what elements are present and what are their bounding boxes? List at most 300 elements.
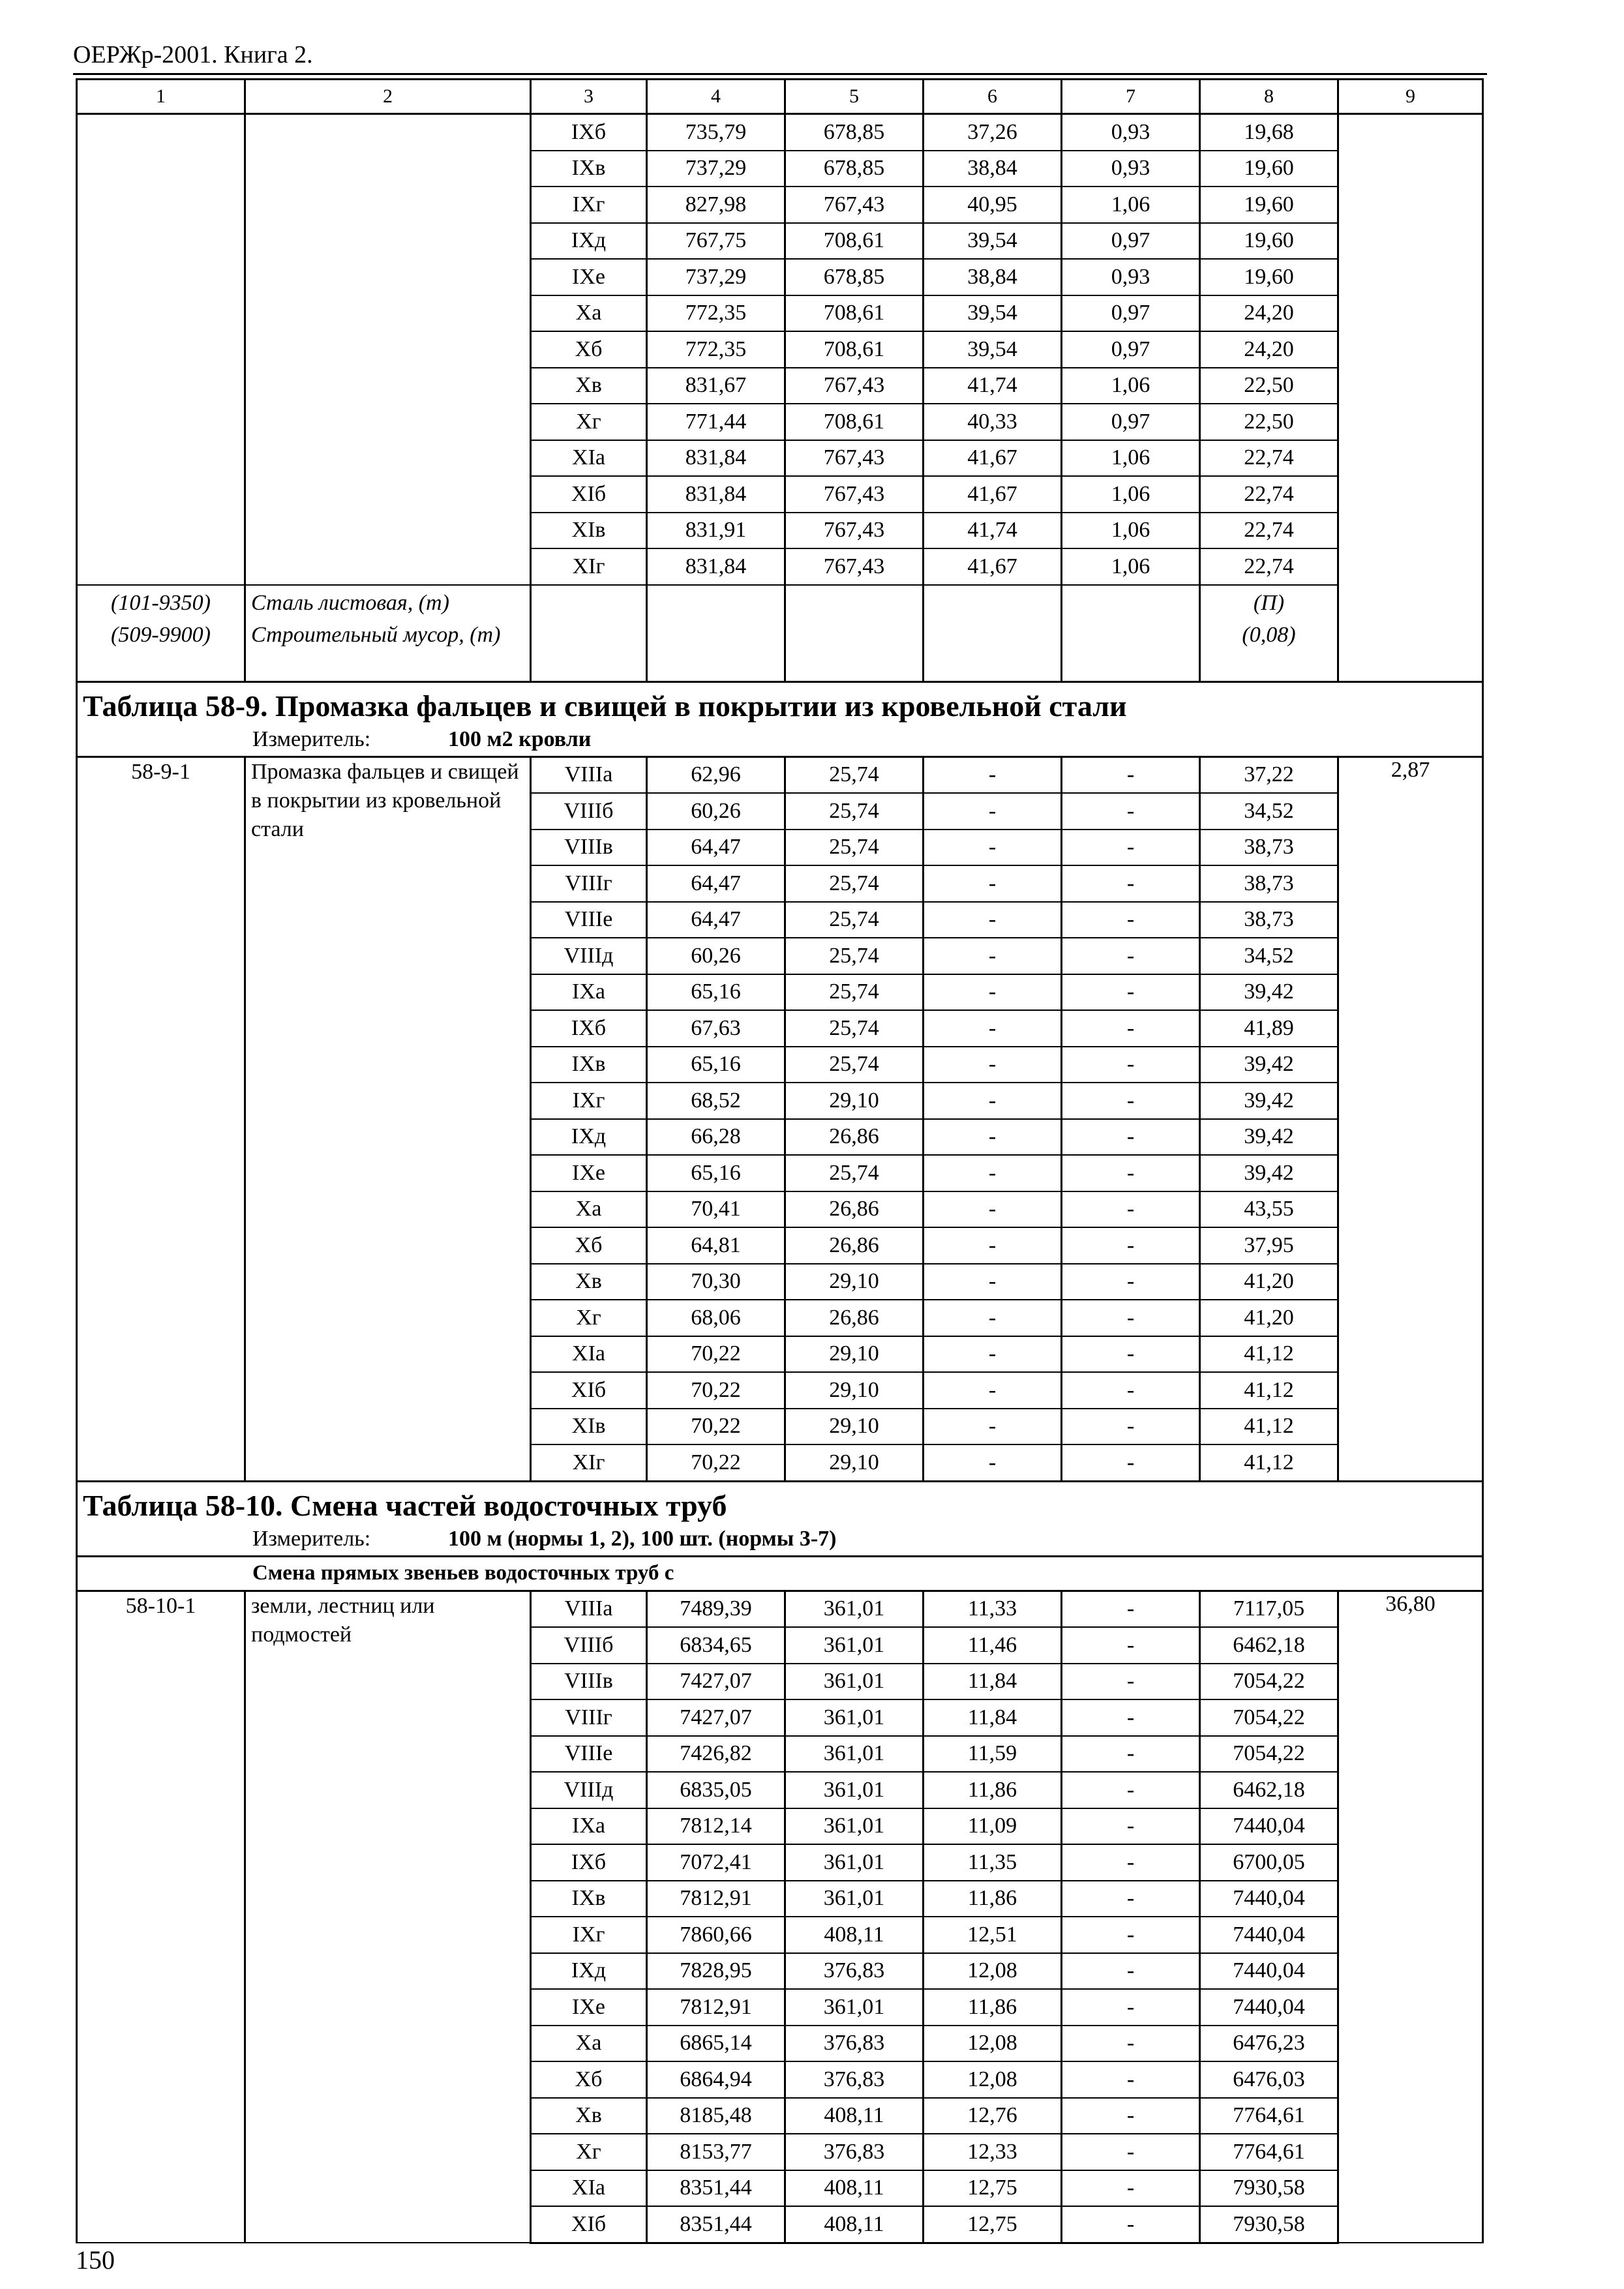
resource-name: Строительный мусор, (т) bbox=[245, 621, 531, 682]
cell-col-3: VIIIг bbox=[531, 865, 647, 902]
cell-col-6: 11,09 bbox=[924, 1808, 1062, 1845]
cell-col-4: 6865,14 bbox=[647, 2026, 785, 2062]
cell-col-6: 11,33 bbox=[924, 1591, 1062, 1627]
cell-col-5: 767,43 bbox=[785, 440, 924, 477]
cell-col-4: 70,41 bbox=[647, 1191, 785, 1228]
cell-col-4: 64,47 bbox=[647, 902, 785, 938]
cell-col-3: VIIIа bbox=[531, 1591, 647, 1627]
cell-col-3: Xа bbox=[531, 1191, 647, 1228]
cell-col-7: - bbox=[1062, 1736, 1200, 1773]
cell-col-7: 1,06 bbox=[1062, 368, 1200, 404]
cell-col-5: 361,01 bbox=[785, 1808, 924, 1845]
measure-value: 100 м (нормы 1, 2), 100 шт. (нормы 3-7) bbox=[448, 1526, 837, 1551]
cell-col-8: 41,20 bbox=[1200, 1264, 1338, 1300]
cell-col-4: 831,67 bbox=[647, 368, 785, 404]
cell-col-7: - bbox=[1062, 1191, 1200, 1228]
cell-col-8: 7930,58 bbox=[1200, 2206, 1338, 2243]
cell-col-5 bbox=[785, 621, 924, 682]
cell-col-3: XIв bbox=[531, 1409, 647, 1445]
measure-label: Измеритель: bbox=[252, 726, 371, 751]
cell-col-3: IXа bbox=[531, 1808, 647, 1845]
cell-col-8: 22,50 bbox=[1200, 404, 1338, 440]
cell-col-8: 7440,04 bbox=[1200, 1917, 1338, 1953]
cell-col-3: IXд bbox=[531, 1119, 647, 1156]
cell-col-6: - bbox=[924, 1372, 1062, 1409]
cell-col-6: 11,86 bbox=[924, 1772, 1062, 1808]
cell-col-8: 7440,04 bbox=[1200, 1881, 1338, 1917]
cell-col-8: 39,42 bbox=[1200, 974, 1338, 1011]
cell-col-3: Xа bbox=[531, 295, 647, 332]
cell-col-5: 361,01 bbox=[785, 1844, 924, 1881]
cell-col-4: 70,22 bbox=[647, 1336, 785, 1373]
cell-col-5: 767,43 bbox=[785, 187, 924, 223]
cell-col-6: 12,08 bbox=[924, 1953, 1062, 1990]
cell-col-5: 361,01 bbox=[785, 1627, 924, 1664]
cell-col-3: Xв bbox=[531, 1264, 647, 1300]
cell-col-6: - bbox=[924, 1409, 1062, 1445]
norm-name: земли, лестниц или подмостей bbox=[245, 1591, 531, 2243]
measure-cell bbox=[77, 1523, 1483, 1557]
cell-col-7: - bbox=[1062, 1047, 1200, 1083]
cell-col-4: 737,29 bbox=[647, 259, 785, 295]
cell-col-4: 64,47 bbox=[647, 865, 785, 902]
cell-col-3: VIIIб bbox=[531, 793, 647, 830]
cell-col-4: 831,84 bbox=[647, 476, 785, 513]
cell-col-4: 60,26 bbox=[647, 938, 785, 974]
cell-col-7: 0,93 bbox=[1062, 151, 1200, 187]
cell-col-5: 26,86 bbox=[785, 1191, 924, 1228]
cell-col-4 bbox=[647, 585, 785, 621]
table-row bbox=[77, 114, 1483, 151]
cell-col-3: Xа bbox=[531, 2026, 647, 2062]
cell-col-3: XIб bbox=[531, 2206, 647, 2243]
cell-col-4: 70,22 bbox=[647, 1444, 785, 1481]
table-title: Таблица 58-9. Промазка фальцев и свищей в покрытии из кровельной стали bbox=[77, 681, 1483, 723]
cell-col-3 bbox=[531, 585, 647, 621]
cell-col-7: - bbox=[1062, 1627, 1200, 1664]
cell-col-3: IXв bbox=[531, 1047, 647, 1083]
cell-col-3: IXе bbox=[531, 1155, 647, 1191]
cell-col-7: - bbox=[1062, 865, 1200, 902]
cell-col-7 bbox=[1062, 621, 1200, 682]
cell-col-4: 7072,41 bbox=[647, 1844, 785, 1881]
cell-col-6: - bbox=[924, 756, 1062, 793]
cell-col-4: 8351,44 bbox=[647, 2206, 785, 2243]
cell-col-8: 19,60 bbox=[1200, 223, 1338, 260]
cell-col-7: 0,97 bbox=[1062, 295, 1200, 332]
cell-col-5: 408,11 bbox=[785, 1917, 924, 1953]
cell-col-5: 376,83 bbox=[785, 2061, 924, 2098]
cell-col-8: 41,89 bbox=[1200, 1010, 1338, 1047]
cell-col-8: 41,12 bbox=[1200, 1409, 1338, 1445]
cell-col-7: - bbox=[1062, 2098, 1200, 2134]
cell-col-6: - bbox=[924, 1227, 1062, 1264]
cell-col-6: 12,75 bbox=[924, 2206, 1062, 2243]
cell-col-4: 6834,65 bbox=[647, 1627, 785, 1664]
cell-col-4: 7812,91 bbox=[647, 1881, 785, 1917]
cell-col-6: 39,54 bbox=[924, 223, 1062, 260]
table-title-row bbox=[77, 681, 1483, 723]
cell-col-7: - bbox=[1062, 1953, 1200, 1990]
cell-col-6: 38,84 bbox=[924, 151, 1062, 187]
cell-col-5: 25,74 bbox=[785, 865, 924, 902]
table-row bbox=[77, 1591, 1483, 1627]
cell-col-6: 11,86 bbox=[924, 1881, 1062, 1917]
cell-col-4: 8351,44 bbox=[647, 2170, 785, 2207]
cell-col-7: - bbox=[1062, 1881, 1200, 1917]
cell-col-3: IXв bbox=[531, 151, 647, 187]
cell-col-8: 22,74 bbox=[1200, 513, 1338, 549]
cell-col-6: 39,54 bbox=[924, 331, 1062, 368]
cell-col-6: 11,84 bbox=[924, 1699, 1062, 1736]
cell-col-8: 39,42 bbox=[1200, 1119, 1338, 1156]
cell-col-5: 708,61 bbox=[785, 331, 924, 368]
cell-col-7: - bbox=[1062, 1699, 1200, 1736]
cell-col-4: 7427,07 bbox=[647, 1664, 785, 1700]
cell-col-7: 1,06 bbox=[1062, 476, 1200, 513]
norm-name bbox=[245, 114, 531, 585]
cell-col-4: 70,30 bbox=[647, 1264, 785, 1300]
running-header: ОЕРЖр-2001. Книга 2. bbox=[73, 41, 313, 68]
cell-col-3: IXг bbox=[531, 1083, 647, 1119]
cell-col-3: XIг bbox=[531, 1444, 647, 1481]
cell-col-8: 37,22 bbox=[1200, 756, 1338, 793]
cell-col-4: 64,81 bbox=[647, 1227, 785, 1264]
cell-col-4: 7426,82 bbox=[647, 1736, 785, 1773]
cell-col-6: - bbox=[924, 1047, 1062, 1083]
cell-col-6: 39,54 bbox=[924, 295, 1062, 332]
cell-col-6 bbox=[924, 585, 1062, 621]
cell-col-7: 1,06 bbox=[1062, 187, 1200, 223]
column-number-8: 8 bbox=[1200, 80, 1338, 114]
cell-col-5: 25,74 bbox=[785, 756, 924, 793]
cell-col-5: 376,83 bbox=[785, 2026, 924, 2062]
cell-col-9 bbox=[1338, 114, 1483, 682]
cell-col-8: 37,95 bbox=[1200, 1227, 1338, 1264]
cell-col-8: 6700,05 bbox=[1200, 1844, 1338, 1881]
cell-col-5: 376,83 bbox=[785, 2134, 924, 2170]
norm-name: Промазка фальцев и свищей в покрытии из кровельной стали bbox=[245, 756, 531, 1481]
cell-col-7: - bbox=[1062, 1917, 1200, 1953]
cell-col-6: - bbox=[924, 1444, 1062, 1481]
cell-col-6: - bbox=[924, 793, 1062, 830]
cell-col-8: 7764,61 bbox=[1200, 2134, 1338, 2170]
cell-col-4: 735,79 bbox=[647, 114, 785, 151]
cell-col-8: 22,50 bbox=[1200, 368, 1338, 404]
cell-col-5: 29,10 bbox=[785, 1264, 924, 1300]
cell-col-8: 19,60 bbox=[1200, 151, 1338, 187]
resource-code: (509-9900) bbox=[77, 621, 245, 682]
cell-col-6: 11,35 bbox=[924, 1844, 1062, 1881]
cell-col-4: 767,75 bbox=[647, 223, 785, 260]
cell-col-7: - bbox=[1062, 1119, 1200, 1156]
cell-col-5: 361,01 bbox=[785, 1881, 924, 1917]
cell-col-6: - bbox=[924, 1010, 1062, 1047]
subheading bbox=[77, 1556, 1483, 1591]
cell-col-6: 11,86 bbox=[924, 1989, 1062, 2026]
cell-col-5: 408,11 bbox=[785, 2098, 924, 2134]
cell-col-5: 767,43 bbox=[785, 476, 924, 513]
cell-col-3: XIб bbox=[531, 476, 647, 513]
cell-col-8: 7440,04 bbox=[1200, 1953, 1338, 1990]
cell-col-7: 1,06 bbox=[1062, 548, 1200, 585]
cell-col-3: VIIIд bbox=[531, 938, 647, 974]
cell-col-5: 767,43 bbox=[785, 513, 924, 549]
cell-col-8: 22,74 bbox=[1200, 440, 1338, 477]
resource-value: (П) bbox=[1200, 585, 1338, 621]
cell-col-7 bbox=[1062, 585, 1200, 621]
cell-col-4: 7812,14 bbox=[647, 1808, 785, 1845]
cell-col-3: Xб bbox=[531, 331, 647, 368]
cell-col-3: Xв bbox=[531, 2098, 647, 2134]
cell-col-8: 38,73 bbox=[1200, 865, 1338, 902]
cell-col-4: 737,29 bbox=[647, 151, 785, 187]
cell-col-5: 361,01 bbox=[785, 1772, 924, 1808]
measure-cell bbox=[77, 723, 1483, 757]
table-row bbox=[77, 756, 1483, 793]
cell-col-6: 40,33 bbox=[924, 404, 1062, 440]
cell-col-7: 0,97 bbox=[1062, 223, 1200, 260]
norm-code: 58-9-1 bbox=[77, 756, 245, 1481]
cell-col-6 bbox=[924, 621, 1062, 682]
cell-col-5: 376,83 bbox=[785, 1953, 924, 1990]
column-number-9: 9 bbox=[1338, 80, 1483, 114]
cell-col-8: 7054,22 bbox=[1200, 1736, 1338, 1773]
cell-col-8: 41,20 bbox=[1200, 1300, 1338, 1336]
page-number: 150 bbox=[76, 2245, 115, 2275]
cell-col-5: 361,01 bbox=[785, 1989, 924, 2026]
cell-col-3: XIа bbox=[531, 440, 647, 477]
cell-col-4: 7828,95 bbox=[647, 1953, 785, 1990]
cell-col-7: - bbox=[1062, 1336, 1200, 1373]
cell-col-7: - bbox=[1062, 756, 1200, 793]
cell-col-8: 24,20 bbox=[1200, 295, 1338, 332]
resource-value: (0,08) bbox=[1200, 621, 1338, 682]
cell-col-3: VIIIв bbox=[531, 830, 647, 866]
cell-col-4: 7427,07 bbox=[647, 1699, 785, 1736]
cell-col-7: - bbox=[1062, 974, 1200, 1011]
cell-col-8: 39,42 bbox=[1200, 1047, 1338, 1083]
cell-col-6: - bbox=[924, 1300, 1062, 1336]
cell-col-3: VIIIе bbox=[531, 902, 647, 938]
cell-col-3: IXд bbox=[531, 1953, 647, 1990]
cell-col-5: 408,11 bbox=[785, 2170, 924, 2207]
cell-col-4: 771,44 bbox=[647, 404, 785, 440]
cell-col-3: IXб bbox=[531, 1844, 647, 1881]
cell-col-7: 1,06 bbox=[1062, 440, 1200, 477]
cell-col-7: - bbox=[1062, 2061, 1200, 2098]
cell-col-4: 6864,94 bbox=[647, 2061, 785, 2098]
cell-col-5: 29,10 bbox=[785, 1444, 924, 1481]
cell-col-6: - bbox=[924, 974, 1062, 1011]
cell-col-3: Xг bbox=[531, 404, 647, 440]
cell-col-4: 831,91 bbox=[647, 513, 785, 549]
cell-col-7: - bbox=[1062, 1227, 1200, 1264]
column-number-row bbox=[77, 80, 1483, 114]
cell-col-5: 767,43 bbox=[785, 548, 924, 585]
cell-col-8: 7764,61 bbox=[1200, 2098, 1338, 2134]
cell-col-6: 12,08 bbox=[924, 2061, 1062, 2098]
cell-col-7: - bbox=[1062, 1444, 1200, 1481]
cell-col-8: 24,20 bbox=[1200, 331, 1338, 368]
cell-col-6: - bbox=[924, 1119, 1062, 1156]
cell-col-5: 708,61 bbox=[785, 223, 924, 260]
cell-col-7: - bbox=[1062, 1372, 1200, 1409]
cell-col-3: IXб bbox=[531, 1010, 647, 1047]
cell-col-8: 22,74 bbox=[1200, 548, 1338, 585]
cell-col-5: 26,86 bbox=[785, 1227, 924, 1264]
cell-col-3: Xб bbox=[531, 2061, 647, 2098]
cell-col-4: 68,06 bbox=[647, 1300, 785, 1336]
cell-col-3: Xв bbox=[531, 368, 647, 404]
cell-col-8: 43,55 bbox=[1200, 1191, 1338, 1228]
cell-col-4: 62,96 bbox=[647, 756, 785, 793]
cell-col-9: 36,80 bbox=[1338, 1591, 1483, 2243]
column-number-5: 5 bbox=[785, 80, 924, 114]
cell-col-7: - bbox=[1062, 1808, 1200, 1845]
cell-col-7: - bbox=[1062, 793, 1200, 830]
cell-col-8: 7054,22 bbox=[1200, 1664, 1338, 1700]
cell-col-6: 11,46 bbox=[924, 1627, 1062, 1664]
cell-col-6: 11,59 bbox=[924, 1736, 1062, 1773]
cell-col-3: IXе bbox=[531, 259, 647, 295]
cell-col-7: - bbox=[1062, 2026, 1200, 2062]
cell-col-6: - bbox=[924, 865, 1062, 902]
cell-col-4: 8185,48 bbox=[647, 2098, 785, 2134]
column-number-6: 6 bbox=[924, 80, 1062, 114]
cell-col-8: 41,12 bbox=[1200, 1336, 1338, 1373]
cell-col-7: - bbox=[1062, 1664, 1200, 1700]
cell-col-7: - bbox=[1062, 1772, 1200, 1808]
norm-code: 58-10-1 bbox=[77, 1591, 245, 2243]
cell-col-4: 68,52 bbox=[647, 1083, 785, 1119]
cell-col-5: 25,74 bbox=[785, 938, 924, 974]
cell-col-4: 66,28 bbox=[647, 1119, 785, 1156]
cell-col-4: 70,22 bbox=[647, 1372, 785, 1409]
cell-col-7: 1,06 bbox=[1062, 513, 1200, 549]
cell-col-8: 19,60 bbox=[1200, 259, 1338, 295]
cell-col-7: - bbox=[1062, 1010, 1200, 1047]
cell-col-6: - bbox=[924, 1336, 1062, 1373]
cell-col-6: 41,74 bbox=[924, 513, 1062, 549]
cell-col-4: 64,47 bbox=[647, 830, 785, 866]
cell-col-5: 408,11 bbox=[785, 2206, 924, 2243]
measure-label: Измеритель: bbox=[252, 1526, 371, 1551]
cell-col-6: 12,08 bbox=[924, 2026, 1062, 2062]
cell-col-5: 678,85 bbox=[785, 114, 924, 151]
cell-col-3: IXд bbox=[531, 223, 647, 260]
cell-col-7: - bbox=[1062, 1591, 1200, 1627]
resource-code: (101-9350) bbox=[77, 585, 245, 621]
cell-col-5: 29,10 bbox=[785, 1372, 924, 1409]
cell-col-3: IXг bbox=[531, 1917, 647, 1953]
cell-col-8: 6476,03 bbox=[1200, 2061, 1338, 2098]
cell-col-3: XIг bbox=[531, 548, 647, 585]
table-title: Таблица 58-10. Смена частей водосточных труб bbox=[77, 1481, 1483, 1523]
cell-col-5: 26,86 bbox=[785, 1119, 924, 1156]
cell-col-8: 6476,23 bbox=[1200, 2026, 1338, 2062]
cell-col-5: 361,01 bbox=[785, 1699, 924, 1736]
cell-col-5: 361,01 bbox=[785, 1664, 924, 1700]
cell-col-5: 767,43 bbox=[785, 368, 924, 404]
measure-row bbox=[77, 723, 1483, 757]
resource-name: Сталь листовая, (т) bbox=[245, 585, 531, 621]
cell-col-6: 12,33 bbox=[924, 2134, 1062, 2170]
cell-col-5: 29,10 bbox=[785, 1336, 924, 1373]
column-number-3: 3 bbox=[531, 80, 647, 114]
cell-col-5: 25,74 bbox=[785, 974, 924, 1011]
cell-col-5: 361,01 bbox=[785, 1591, 924, 1627]
cell-col-3: Xб bbox=[531, 1227, 647, 1264]
cell-col-7: - bbox=[1062, 1083, 1200, 1119]
cell-col-6: - bbox=[924, 830, 1062, 866]
cell-col-3: IXб bbox=[531, 114, 647, 151]
cell-col-5: 361,01 bbox=[785, 1736, 924, 1773]
cell-col-3: IXг bbox=[531, 187, 647, 223]
cell-col-4: 831,84 bbox=[647, 440, 785, 477]
cell-col-6: 38,84 bbox=[924, 259, 1062, 295]
cell-col-4: 8153,77 bbox=[647, 2134, 785, 2170]
cell-col-5: 678,85 bbox=[785, 259, 924, 295]
cell-col-6: - bbox=[924, 1155, 1062, 1191]
cell-col-5: 29,10 bbox=[785, 1083, 924, 1119]
cell-col-4 bbox=[647, 621, 785, 682]
measure-row bbox=[77, 1523, 1483, 1557]
cell-col-3: VIIIг bbox=[531, 1699, 647, 1736]
cell-col-3: Xг bbox=[531, 1300, 647, 1336]
cell-col-3: IXа bbox=[531, 974, 647, 1011]
cell-col-8: 19,60 bbox=[1200, 187, 1338, 223]
cell-col-7: 0,93 bbox=[1062, 114, 1200, 151]
cell-col-5: 25,74 bbox=[785, 902, 924, 938]
cell-col-4: 65,16 bbox=[647, 974, 785, 1011]
cell-col-6: 12,76 bbox=[924, 2098, 1062, 2134]
cell-col-6: 41,67 bbox=[924, 548, 1062, 585]
cell-col-3 bbox=[531, 621, 647, 682]
cell-col-7: - bbox=[1062, 2134, 1200, 2170]
cell-col-6: - bbox=[924, 902, 1062, 938]
cell-col-7: - bbox=[1062, 1844, 1200, 1881]
cell-col-8: 19,68 bbox=[1200, 114, 1338, 151]
cell-col-3: XIа bbox=[531, 2170, 647, 2207]
cell-col-8: 34,52 bbox=[1200, 793, 1338, 830]
cell-col-6: 41,74 bbox=[924, 368, 1062, 404]
norm-code bbox=[77, 114, 245, 585]
cell-col-4: 65,16 bbox=[647, 1155, 785, 1191]
cell-col-5: 25,74 bbox=[785, 1155, 924, 1191]
cell-col-5: 25,74 bbox=[785, 1047, 924, 1083]
cell-col-3: VIIIе bbox=[531, 1736, 647, 1773]
cell-col-3: XIа bbox=[531, 1336, 647, 1373]
cell-col-3: Xг bbox=[531, 2134, 647, 2170]
cell-col-6: 41,67 bbox=[924, 440, 1062, 477]
column-number-4: 4 bbox=[647, 80, 785, 114]
table-title-row bbox=[77, 1481, 1483, 1523]
cell-col-4: 7489,39 bbox=[647, 1591, 785, 1627]
estimate-table bbox=[76, 78, 1484, 2244]
cell-col-4: 7812,91 bbox=[647, 1989, 785, 2026]
cell-col-6: 41,67 bbox=[924, 476, 1062, 513]
cell-col-4: 831,84 bbox=[647, 548, 785, 585]
cell-col-4: 60,26 bbox=[647, 793, 785, 830]
cell-col-7: 0,97 bbox=[1062, 404, 1200, 440]
cell-col-7: - bbox=[1062, 1155, 1200, 1191]
cell-col-8: 38,73 bbox=[1200, 902, 1338, 938]
cell-col-8: 39,42 bbox=[1200, 1083, 1338, 1119]
cell-col-4: 772,35 bbox=[647, 295, 785, 332]
cell-col-8: 6462,18 bbox=[1200, 1772, 1338, 1808]
cell-col-5: 25,74 bbox=[785, 1010, 924, 1047]
